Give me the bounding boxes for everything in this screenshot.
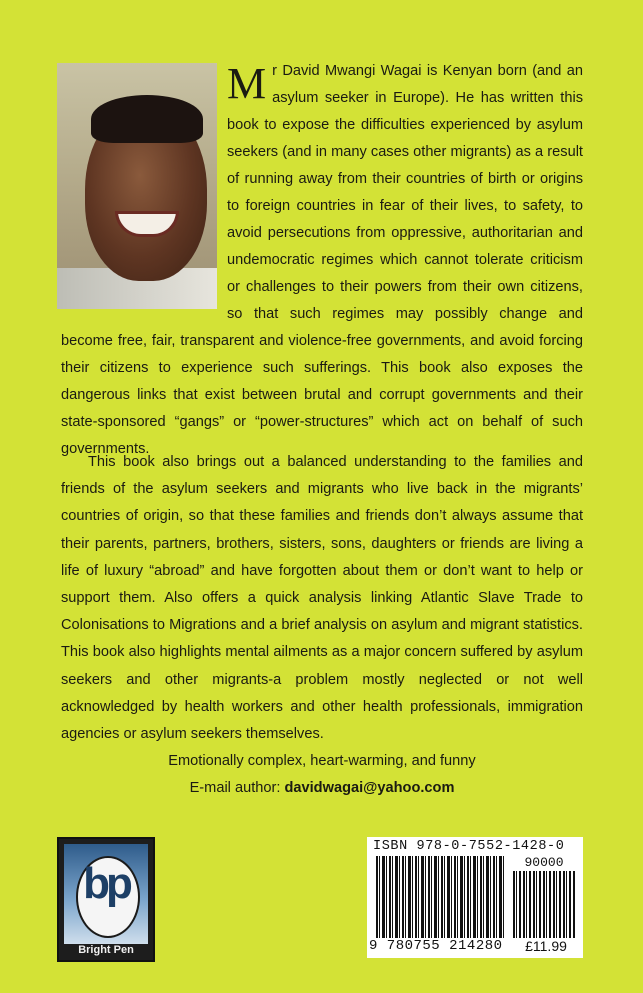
ean-barcode-bars: [376, 856, 506, 938]
addon-barcode-bars: [513, 871, 575, 938]
isbn-barcode: [367, 837, 583, 958]
logo-emblem: [64, 844, 148, 944]
addon-code: 90000: [524, 855, 564, 870]
author-bio-paragraph: [61, 58, 583, 463]
email-label: E-mail author:: [189, 780, 285, 796]
isbn-number: ISBN 978-0-7552-1428-0: [373, 839, 565, 854]
description-paragraph: This book also brings out a balanced understanding to the families and friends of the asylum seekers and migrants who live back in the migrants’ countries of origin, so that these families and friends don’t always assume that their parents, partners, brothers, sisters, sons, daughters or friends are living a life of luxury “abroad” and have forgotten about them or don’t want to help or support them. Also offers a quick analysis linking Atlantic Slave Trade to Colonisations to Migrations and a brief analysis on asylum and migrant statistics. This book also highlights mental ailments as a major concern suffered by asylum seekers and other migrants-a problem mostly neglected or not well acknowledged by health workers and other health professionals, immigration agencies or asylum seekers themselves.: [61, 454, 583, 743]
email-address: davidwagai@yahoo.com: [284, 780, 455, 796]
publisher-name: Bright Pen: [78, 944, 134, 956]
tagline: Emotionally complex, heart-warming, and funny: [168, 753, 476, 769]
publisher-logo: [57, 837, 155, 962]
logo-letters: bp: [83, 859, 129, 908]
email-line: [61, 780, 583, 796]
photo-float-spacer: [61, 58, 227, 328]
price: £11.99: [525, 938, 567, 954]
bio-text: r David Mwangi Wagai is Kenyan born (and an asylum seeker in Europe). He has written this book to expose the difficulties experienced by asylum seekers (and in many cases other migrants) as a result of running away from their countries of birth or origins to foreign countries in fear of their lives, to safety, to avoid persecutions from oppressive, authoritarian and undemocratic regimes which cannot tolerate criticism or challenges to their powers from their own citizens, so that such regimes may possibly change and become free, fair, transparent and violence-free governments, and avoid forcing their citizens to experience such sufferings. This book also exposes the dangerous links that exist between brutal and corrupt governments and their state-sponsored “gangs” or “power-structures” which act on behalf of such governments.: [61, 63, 583, 457]
ean-digits: 9 780755 214280: [369, 938, 503, 954]
drop-cap: M: [227, 59, 267, 108]
